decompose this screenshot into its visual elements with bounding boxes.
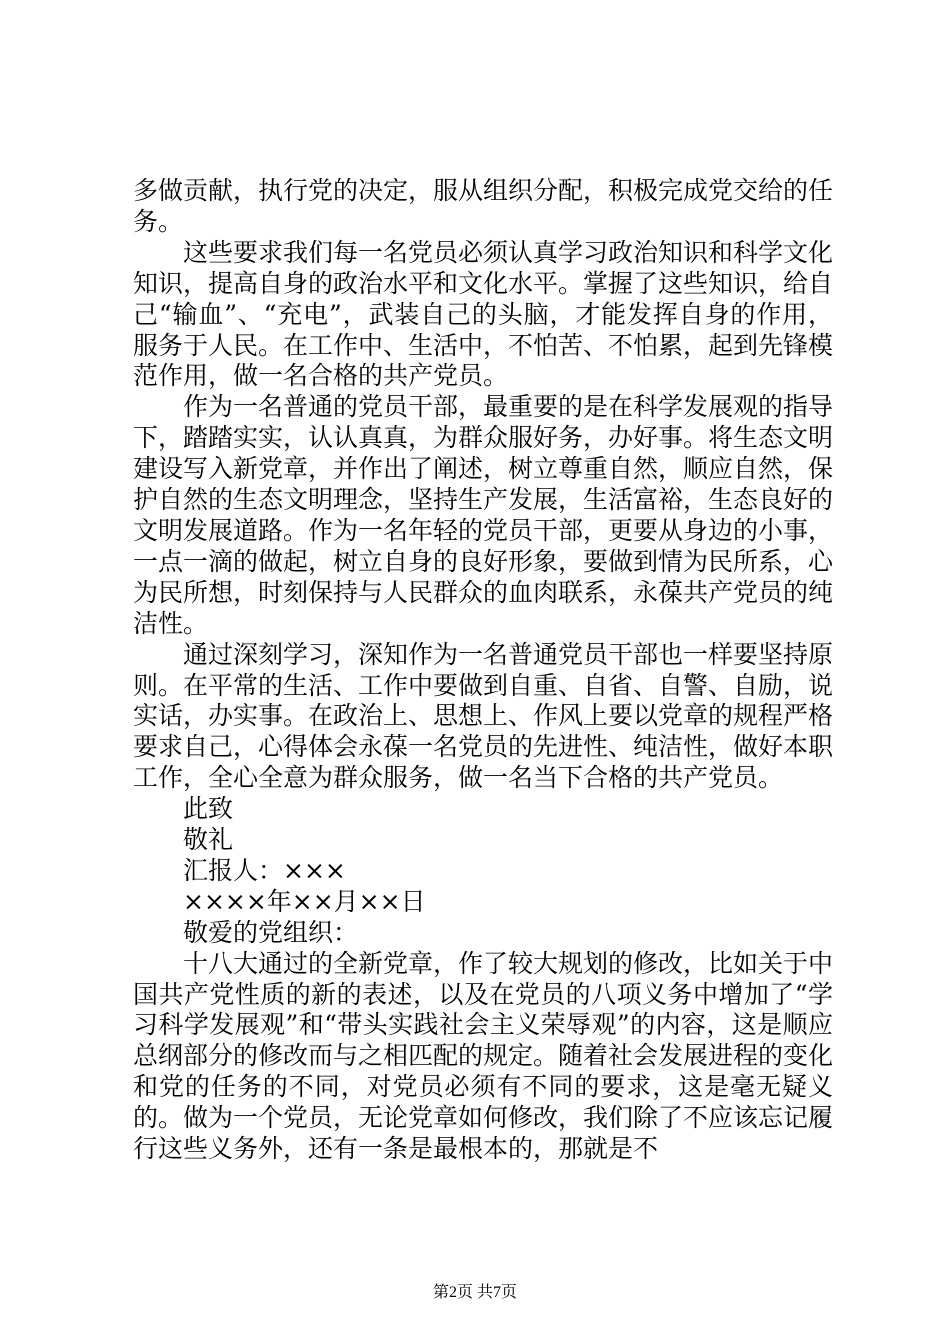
reporter-line: 汇报人：××× [183, 855, 346, 885]
paragraph-5: 十八大通过的全新党章，作了较大规划的修改，比如关于中国共产党性质的新的表述，以及在党员的八项义务中增加了“学习科学发展观”和“带头实践社会主义荣辱观”的内容，这是顺应总纲部分的修改而与之相匹配的规定。随着社会发展进程的变化和党的任务的不同，对党员必须有不同的要求，这是毫无疑义的。做为一个党员，无论党章如何修改，我们除了不应该忘记履行这些义务外，还有一条是最根本的，那就是不 [133, 948, 834, 1164]
paragraph-1: 多做贡献，执行党的决定，服从组织分配，积极完成党交给的任务。 [133, 176, 834, 236]
paragraph-2: 这些要求我们每一名党员必须认真学习政治知识和科学文化知识，提高自身的政治水平和文化水平。掌握了这些知识，给自己“输血”、“充电”，武装自己的头脑，才能发挥自身的作用，服务于人民。在工作中、生活中，不怕苦、不怕累，起到先锋模范作用，做一名合格的共产党员。 [133, 237, 834, 391]
paragraph-3: 作为一名普通的党员干部，最重要的是在科学发展观的指导下，踏踏实实，认认真真，为群众服好务，办好事。将生态文明建设写入新党章，并作出了阐述，树立尊重自然，顺应自然，保护自然的生态文明理念，坚持生产发展，生活富裕，生态良好的文明发展道路。作为一名年轻的党员干部，更要从身边的小事，一点一滴的做起，树立自身的良好形象，要做到情为民所系，心为民所想，时刻保持与人民群众的血肉联系，永葆共产党员的纯洁性。 [133, 392, 834, 638]
greeting-line: 敬爱的党组织： [183, 917, 359, 947]
document-body [133, 176, 833, 1165]
closing-respect: 敬礼 [183, 825, 234, 855]
date-line: ××××年××月××日 [183, 886, 426, 916]
closing-salutation: 此致 [183, 794, 234, 824]
paragraph-4: 通过深刻学习，深知作为一名普通党员干部也一样要坚持原则。在平常的生活、工作中要做到自重、自省、自警、自励，说实话，办实事。在政治上、思想上、作风上要以党章的规程严格要求自己，心得体会永葆一名党员的先进性、纯洁性，做好本职工作，全心全意为群众服务，做一名当下合格的共产党员。 [133, 639, 834, 793]
page-footer: 第2页 共7页 [432, 1284, 517, 1301]
